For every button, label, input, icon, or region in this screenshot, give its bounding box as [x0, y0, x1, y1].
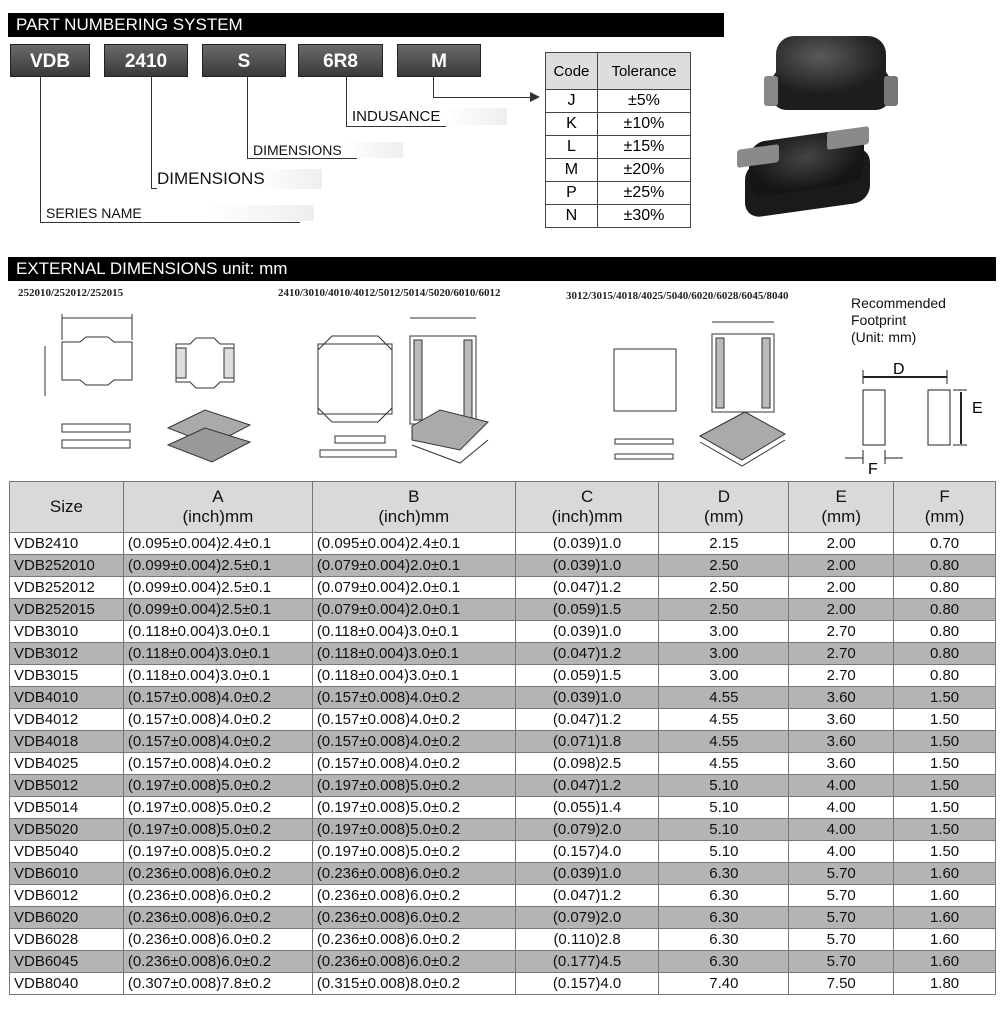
cell-a: (0.157±0.008)4.0±0.2: [123, 731, 312, 753]
tolerance-row: [546, 159, 691, 182]
column-header-unit: (mm): [924, 507, 965, 526]
cell-a: (0.236±0.008)6.0±0.2: [123, 929, 312, 951]
cell-b: (0.236±0.008)6.0±0.2: [312, 951, 515, 973]
cell-d: 2.50: [659, 555, 789, 577]
column-header-letter: C: [580, 487, 594, 506]
dimension-drawings: [0, 300, 840, 480]
cell-b: (0.236±0.008)6.0±0.2: [312, 929, 515, 951]
cell-a: (0.118±0.004)3.0±0.1: [123, 665, 312, 687]
cell-f: 0.80: [894, 599, 996, 621]
table-row: [10, 973, 996, 995]
table-row: [10, 797, 996, 819]
external-dimensions-header: EXTERNAL DIMENSIONS unit: mm: [8, 257, 996, 281]
cell-b: (0.157±0.008)4.0±0.2: [312, 687, 515, 709]
cell-size: VDB6010: [10, 863, 124, 885]
segment-series: VDB: [10, 44, 90, 77]
cell-a: (0.157±0.008)4.0±0.2: [123, 709, 312, 731]
footprint-label-d: D: [893, 361, 905, 378]
cell-e: 2.00: [789, 555, 894, 577]
cell-size: VDB5040: [10, 841, 124, 863]
cell-e: 3.60: [789, 709, 894, 731]
cell-d: 4.55: [659, 753, 789, 775]
cell-f: 0.80: [894, 577, 996, 599]
column-header-letter: B: [408, 487, 420, 506]
column-header-unit: (inch)mm: [378, 507, 450, 526]
cell-d: 5.10: [659, 841, 789, 863]
cell-a: (0.236±0.008)6.0±0.2: [123, 885, 312, 907]
cell-size: VDB3012: [10, 643, 124, 665]
leader-line: [433, 97, 533, 98]
segment-dimension: S: [202, 44, 286, 77]
cell-b: (0.079±0.004)2.0±0.1: [312, 599, 515, 621]
tolerance-code: N: [546, 205, 598, 228]
cell-f: 1.80: [894, 973, 996, 995]
tolerance-header-tolerance: Tolerance: [597, 53, 690, 90]
tolerance-row: [546, 205, 691, 228]
cell-a: (0.118±0.004)3.0±0.1: [123, 643, 312, 665]
cell-b: (0.197±0.008)5.0±0.2: [312, 797, 515, 819]
column-header-letter: E: [835, 487, 847, 506]
column-header-unit: (mm): [821, 507, 861, 526]
cell-f: 1.50: [894, 841, 996, 863]
cell-size: VDB252015: [10, 599, 124, 621]
leader-line: [247, 77, 248, 159]
column-header-e: [789, 482, 894, 533]
cell-size: VDB2410: [10, 533, 124, 555]
table-row: [10, 555, 996, 577]
leader-line: [346, 126, 446, 127]
cell-c: (0.059)1.5: [515, 665, 659, 687]
tolerance-value: ±25%: [597, 182, 690, 205]
cell-d: 2.50: [659, 599, 789, 621]
tolerance-header-code: Code: [546, 53, 598, 90]
tolerance-value: ±30%: [597, 205, 690, 228]
cell-size: VDB8040: [10, 973, 124, 995]
cell-d: 2.50: [659, 577, 789, 599]
table-row: [10, 863, 996, 885]
cell-b: (0.095±0.004)2.4±0.1: [312, 533, 515, 555]
cell-c: (0.079)2.0: [515, 907, 659, 929]
cell-c: (0.039)1.0: [515, 621, 659, 643]
leader-line: [247, 158, 357, 159]
footprint-label-f: F: [868, 461, 878, 478]
cell-e: 4.00: [789, 819, 894, 841]
footprint-title-line3: (Unit: mm): [851, 329, 917, 345]
tolerance-value: ±15%: [597, 136, 690, 159]
column-header-f: [894, 482, 996, 533]
cell-c: (0.177)4.5: [515, 951, 659, 973]
table-row: [10, 709, 996, 731]
segment-inductance: 6R8: [298, 44, 383, 77]
cell-e: 2.70: [789, 665, 894, 687]
cell-f: 1.50: [894, 709, 996, 731]
drawing-252010-top: [45, 314, 250, 462]
group3-label: 3012/3015/4018/4025/5040/6020/6028/6045/8040: [566, 290, 789, 302]
cell-d: 7.40: [659, 973, 789, 995]
cell-b: (0.236±0.008)6.0±0.2: [312, 907, 515, 929]
cell-b: (0.236±0.008)6.0±0.2: [312, 885, 515, 907]
footprint-drawing: [835, 360, 995, 480]
leader-line: [433, 77, 434, 98]
tolerance-row: [546, 90, 691, 113]
cell-c: (0.039)1.0: [515, 863, 659, 885]
column-header-letter: D: [717, 487, 730, 506]
tolerance-row: [546, 113, 691, 136]
cell-f: 0.80: [894, 665, 996, 687]
group1-label: 252010/252012/252015: [18, 287, 124, 299]
cell-f: 1.60: [894, 951, 996, 973]
cell-c: (0.157)4.0: [515, 973, 659, 995]
inductor-photo-top: [760, 28, 900, 123]
cell-size: VDB6028: [10, 929, 124, 951]
cell-size: VDB5014: [10, 797, 124, 819]
arrow-icon: [530, 92, 540, 102]
cell-e: 5.70: [789, 951, 894, 973]
table-row: [10, 929, 996, 951]
cell-a: (0.307±0.008)7.8±0.2: [123, 973, 312, 995]
cell-c: (0.079)2.0: [515, 819, 659, 841]
cell-size: VDB252012: [10, 577, 124, 599]
cell-c: (0.110)2.8: [515, 929, 659, 951]
column-header-b: [312, 482, 515, 533]
cell-a: (0.197±0.008)5.0±0.2: [123, 819, 312, 841]
table-row: [10, 731, 996, 753]
dimension-table: [9, 481, 996, 995]
cell-a: (0.236±0.008)6.0±0.2: [123, 907, 312, 929]
footprint-title-line2: Footprint: [851, 312, 907, 328]
cell-b: (0.157±0.008)4.0±0.2: [312, 709, 515, 731]
cell-b: (0.118±0.004)3.0±0.1: [312, 643, 515, 665]
cell-e: 2.00: [789, 599, 894, 621]
cell-a: (0.197±0.008)5.0±0.2: [123, 797, 312, 819]
cell-d: 4.55: [659, 687, 789, 709]
cell-d: 3.00: [659, 643, 789, 665]
cell-f: 1.60: [894, 863, 996, 885]
tolerance-code: J: [546, 90, 598, 113]
column-header-d: [659, 482, 789, 533]
cell-c: (0.039)1.0: [515, 687, 659, 709]
cell-e: 2.70: [789, 643, 894, 665]
cell-b: (0.315±0.008)8.0±0.2: [312, 973, 515, 995]
cell-size: VDB4018: [10, 731, 124, 753]
column-header-letter: F: [939, 487, 950, 506]
cell-c: (0.098)2.5: [515, 753, 659, 775]
cell-f: 0.80: [894, 643, 996, 665]
table-row: [10, 775, 996, 797]
cell-size: VDB5012: [10, 775, 124, 797]
footprint-label-e: E: [972, 400, 983, 417]
cell-c: (0.157)4.0: [515, 841, 659, 863]
tolerance-code: L: [546, 136, 598, 159]
cell-d: 6.30: [659, 951, 789, 973]
leader-line: [151, 77, 152, 188]
cell-c: (0.039)1.0: [515, 555, 659, 577]
cell-d: 6.30: [659, 907, 789, 929]
segment-size: 2410: [104, 44, 188, 77]
cell-size: VDB3015: [10, 665, 124, 687]
cell-b: (0.197±0.008)5.0±0.2: [312, 841, 515, 863]
cell-size: VDB6012: [10, 885, 124, 907]
cell-f: 1.60: [894, 885, 996, 907]
column-header-a: [123, 482, 312, 533]
cell-f: 1.50: [894, 753, 996, 775]
cell-f: 1.50: [894, 731, 996, 753]
cell-a: (0.118±0.004)3.0±0.1: [123, 621, 312, 643]
tolerance-value: ±5%: [597, 90, 690, 113]
label-series-name: SERIES NAME: [46, 205, 314, 221]
cell-d: 5.10: [659, 797, 789, 819]
cell-size: VDB4010: [10, 687, 124, 709]
table-row: [10, 819, 996, 841]
group2-label: 2410/3010/4010/4012/5012/5014/5020/6010/6012: [278, 287, 501, 299]
cell-b: (0.118±0.004)3.0±0.1: [312, 621, 515, 643]
tolerance-code: K: [546, 113, 598, 136]
cell-e: 5.70: [789, 863, 894, 885]
cell-c: (0.047)1.2: [515, 885, 659, 907]
tolerance-row: [546, 136, 691, 159]
cell-c: (0.071)1.8: [515, 731, 659, 753]
cell-b: (0.079±0.004)2.0±0.1: [312, 577, 515, 599]
tolerance-code: P: [546, 182, 598, 205]
tolerance-value: ±10%: [597, 113, 690, 136]
cell-e: 3.60: [789, 753, 894, 775]
cell-e: 5.70: [789, 885, 894, 907]
column-header-unit: (mm): [704, 507, 744, 526]
cell-e: 2.70: [789, 621, 894, 643]
table-row: [10, 841, 996, 863]
table-row: [10, 643, 996, 665]
cell-e: 3.60: [789, 731, 894, 753]
column-header-size: [10, 482, 124, 533]
table-row: [10, 533, 996, 555]
cell-e: 4.00: [789, 841, 894, 863]
cell-f: 1.50: [894, 775, 996, 797]
table-row: [10, 621, 996, 643]
label-dimensions-size: DIMENSIONS: [157, 169, 322, 189]
cell-b: (0.197±0.008)5.0±0.2: [312, 775, 515, 797]
cell-b: (0.079±0.004)2.0±0.1: [312, 555, 515, 577]
segment-tolerance: M: [397, 44, 481, 77]
part-numbering-header: PART NUMBERING SYSTEM: [8, 13, 724, 37]
table-row: [10, 577, 996, 599]
cell-d: 5.10: [659, 819, 789, 841]
cell-c: (0.047)1.2: [515, 577, 659, 599]
label-inductance: INDUSANCE: [352, 108, 507, 125]
cell-d: 4.55: [659, 731, 789, 753]
cell-d: 4.55: [659, 709, 789, 731]
cell-f: 0.80: [894, 621, 996, 643]
footprint-title-line1: Recommended: [851, 295, 946, 311]
cell-size: VDB252010: [10, 555, 124, 577]
cell-e: 4.00: [789, 797, 894, 819]
column-header-unit: (inch)mm: [182, 507, 254, 526]
cell-a: (0.157±0.008)4.0±0.2: [123, 753, 312, 775]
cell-size: VDB4025: [10, 753, 124, 775]
column-header-unit: (inch)mm: [551, 507, 623, 526]
cell-size: VDB3010: [10, 621, 124, 643]
cell-f: 1.50: [894, 797, 996, 819]
cell-a: (0.099±0.004)2.5±0.1: [123, 577, 312, 599]
cell-b: (0.118±0.004)3.0±0.1: [312, 665, 515, 687]
table-row: [10, 599, 996, 621]
cell-a: (0.157±0.008)4.0±0.2: [123, 687, 312, 709]
table-row: [10, 753, 996, 775]
cell-d: 3.00: [659, 665, 789, 687]
cell-a: (0.197±0.008)5.0±0.2: [123, 775, 312, 797]
table-row: [10, 665, 996, 687]
cell-a: (0.236±0.008)6.0±0.2: [123, 951, 312, 973]
cell-f: 1.60: [894, 907, 996, 929]
table-row: [10, 907, 996, 929]
cell-e: 5.70: [789, 929, 894, 951]
column-header-letter: A: [212, 487, 224, 506]
footprint-title: [851, 295, 946, 346]
tolerance-code: M: [546, 159, 598, 182]
tolerance-table: [545, 52, 691, 228]
cell-e: 3.60: [789, 687, 894, 709]
cell-f: 0.80: [894, 555, 996, 577]
table-row: [10, 951, 996, 973]
cell-d: 3.00: [659, 621, 789, 643]
table-row: [10, 687, 996, 709]
cell-f: 1.50: [894, 687, 996, 709]
cell-c: (0.047)1.2: [515, 709, 659, 731]
cell-a: (0.099±0.004)2.5±0.1: [123, 555, 312, 577]
drawing-3012-top: [614, 322, 785, 466]
leader-line: [40, 222, 300, 223]
cell-b: (0.236±0.008)6.0±0.2: [312, 863, 515, 885]
leader-line: [40, 77, 41, 223]
cell-size: VDB5020: [10, 819, 124, 841]
column-header-letter: Size: [49, 497, 83, 516]
cell-f: 1.60: [894, 929, 996, 951]
cell-size: VDB4012: [10, 709, 124, 731]
label-dimensions-s: DIMENSIONS: [253, 142, 403, 158]
cell-e: 5.70: [789, 907, 894, 929]
cell-e: 7.50: [789, 973, 894, 995]
tolerance-value: ±20%: [597, 159, 690, 182]
cell-f: 1.50: [894, 819, 996, 841]
cell-a: (0.197±0.008)5.0±0.2: [123, 841, 312, 863]
cell-f: 0.70: [894, 533, 996, 555]
cell-d: 5.10: [659, 775, 789, 797]
cell-d: 6.30: [659, 885, 789, 907]
cell-d: 6.30: [659, 929, 789, 951]
cell-e: 2.00: [789, 533, 894, 555]
cell-a: (0.099±0.004)2.5±0.1: [123, 599, 312, 621]
cell-c: (0.059)1.5: [515, 599, 659, 621]
column-header-c: [515, 482, 659, 533]
cell-e: 4.00: [789, 775, 894, 797]
table-row: [10, 885, 996, 907]
leader-line: [346, 77, 347, 127]
cell-b: (0.197±0.008)5.0±0.2: [312, 819, 515, 841]
drawing-2410-top: [318, 318, 488, 463]
cell-d: 2.15: [659, 533, 789, 555]
cell-c: (0.039)1.0: [515, 533, 659, 555]
cell-a: (0.236±0.008)6.0±0.2: [123, 863, 312, 885]
cell-c: (0.047)1.2: [515, 775, 659, 797]
cell-size: VDB6020: [10, 907, 124, 929]
inductor-photo-bottom: [735, 125, 880, 220]
cell-b: (0.157±0.008)4.0±0.2: [312, 731, 515, 753]
cell-b: (0.157±0.008)4.0±0.2: [312, 753, 515, 775]
cell-e: 2.00: [789, 577, 894, 599]
cell-d: 6.30: [659, 863, 789, 885]
cell-c: (0.047)1.2: [515, 643, 659, 665]
cell-a: (0.095±0.004)2.4±0.1: [123, 533, 312, 555]
cell-size: VDB6045: [10, 951, 124, 973]
tolerance-row: [546, 182, 691, 205]
cell-c: (0.055)1.4: [515, 797, 659, 819]
